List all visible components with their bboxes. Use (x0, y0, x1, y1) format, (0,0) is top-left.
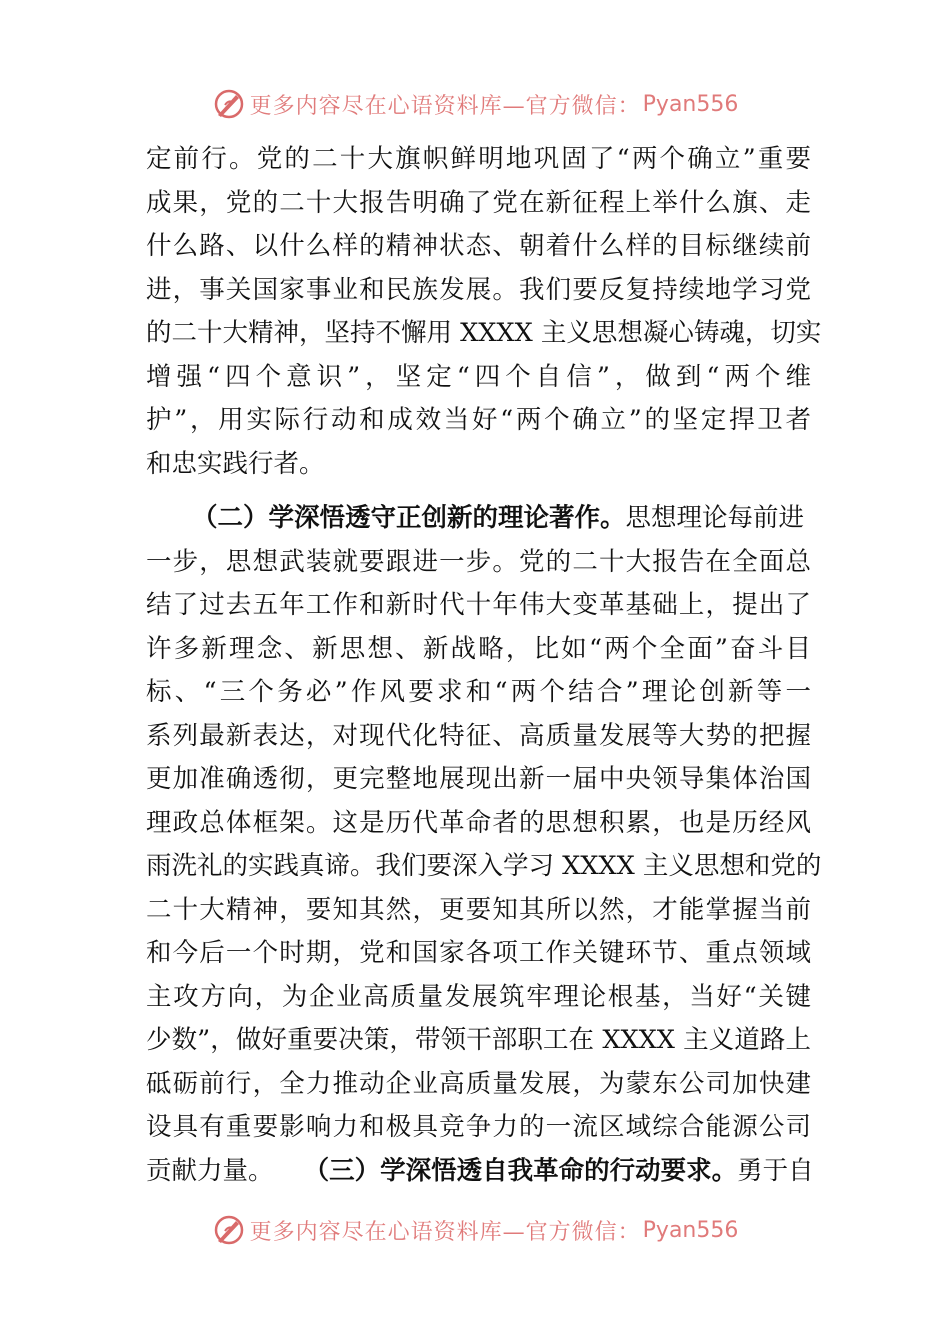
text-line: 增强“四个意识”，坚定“四个自信”，做到“两个维 (146, 361, 811, 392)
text-line: 设具有重要影响力和极具竞争力的一流区域综合能源公司 (146, 1112, 811, 1142)
document-body (146, 138, 822, 1193)
text-span: 思想理论每前进 (625, 503, 805, 533)
text-line: 二十大精神，要知其然，更要知其所以然，才能掌握当前 (146, 894, 811, 925)
section-heading-3: （三）学深悟透自我革命的行动要求。 (303, 1155, 738, 1186)
text-line: 定前行。党的二十大旗帜鲜明地巩固了“两个确立”重要 (146, 144, 811, 174)
text-line: 砥砺前行，全力推动企业高质量发展，为蒙东公司加快建 (146, 1068, 811, 1099)
text-line: 系列最新表达，对现代化特征、高质量发展等大势的把握 (146, 720, 811, 751)
text-line: 更加准确透彻，更完整地展现出新一届中央领导集体治国 (146, 764, 811, 794)
section-heading-line (146, 497, 811, 541)
text-line: 的二十大精神，坚持不懈用 XXXX 主义思想凝心铸魂，切实 (146, 318, 822, 348)
text-line: 进，事关国家事业和民族发展。我们要反复持续地学习党 (146, 274, 811, 305)
text-line: 成果，党的二十大报告明确了党在新征程上举什么旗、走 (146, 187, 811, 218)
section-heading-2: （二）学深悟透守正创新的理论著作。 (192, 503, 626, 533)
text-line: 标、“三个务必”作风要求和“两个结合”理论创新等一 (146, 677, 811, 707)
text-line: 和忠实践行者。 (146, 448, 325, 479)
watermark-header (0, 84, 950, 124)
watermark-wechat-id: Pyan556 (642, 91, 739, 117)
text-line (146, 1150, 814, 1194)
text-line: 结了过去五年工作和新时代十年伟大变革基础上，提出了 (146, 590, 811, 620)
text-line: 一步，思想武装就要跟进一步。党的二十大报告在全面总 (146, 546, 811, 577)
text-line: 少数”，做好重要决策，带领干部职工在 XXXX 主义道路上 (146, 1025, 811, 1055)
text-line: 许多新理念、新思想、新战略，比如“两个全面”奋斗目 (146, 633, 811, 664)
text-line: 理政总体框架。这是历代革命者的思想积累，也是历经风 (146, 807, 811, 838)
pen-logo-icon (212, 87, 246, 121)
watermark-footer (0, 1210, 950, 1250)
text-line: 主攻方向，为企业高质量发展筑牢理论根基，当好“关键 (146, 981, 811, 1012)
watermark-text: 更多内容尽在心语资料库—官方微信： (249, 1219, 641, 1245)
pen-logo-icon (212, 1213, 246, 1247)
text-line: 和今后一个时期，党和国家各项工作关键环节、重点领域 (146, 938, 811, 968)
watermark-wechat-id: Pyan556 (642, 1217, 739, 1243)
text-line: 什么路、以什么样的精神状态、朝着什么样的目标继续前 (146, 231, 811, 261)
watermark-text: 更多内容尽在心语资料库—官方微信： (249, 93, 641, 119)
text-line: 护”，用实际行动和成效当好“两个确立”的坚定捍卫者 (146, 405, 811, 435)
text-span: 勇于自 (737, 1155, 814, 1186)
text-line: 雨洗礼的实践真谛。我们要深入学习 XXXX 主义思想和党的 (146, 851, 822, 881)
text-span: 贡献力量。 (146, 1155, 282, 1186)
